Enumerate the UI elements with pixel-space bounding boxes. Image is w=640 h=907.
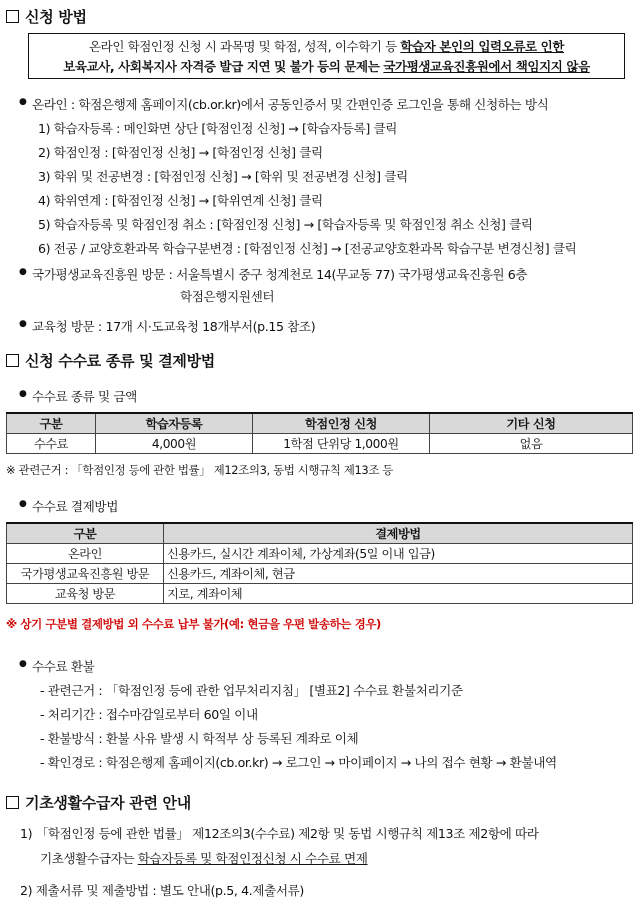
refund-path: - 확인경로 : 학점은행제 홈페이지(cb.or.kr) → 로그인 → 마이페이지 → 나의 접수 현황 → 환불내역 [40, 755, 557, 770]
visit-office: ● 교육청 방문 : 17개 시·도교육청 18개부서(p.15 참조) [32, 316, 315, 335]
square-icon [6, 354, 19, 367]
section-title-apply: 신청 방법 [6, 6, 87, 27]
basic-item-1a: 1) 「학점인정 등에 관한 법률」 제12조의3(수수료) 제2항 및 동법 시행규칙 제13조 제2항에 따라 [20, 826, 539, 841]
basic-item-1b: 기초생활수급자는 학습자등록 및 학점인정신청 시 수수료 면제 [40, 851, 368, 866]
fee-note: ※ 관련근거 : 「학점인정 등에 관한 법률」 제12조의3, 동법 시행규칙 제13조 등 [6, 463, 393, 477]
pay-table [6, 522, 633, 604]
fee-header: 학점인정 신청 [253, 413, 430, 434]
step-6: 6) 전공 / 교양호환과목 학습구분변경 : [학점인정 신청] → [전공교양호환과목 학습구분 변경신청] 클릭 [38, 241, 577, 256]
fee-header: 구분 [7, 413, 96, 434]
fee-header: 학습자등록 [96, 413, 253, 434]
payment-warning: ※ 상기 구분별 결제방법 외 수수료 납부 불가(예: 현금을 우편 발송하는 경우) [6, 617, 381, 631]
fee-header: 기타 신청 [430, 413, 633, 434]
pay-cell: 신용카드, 실시간 계좌이체, 가상계좌(5일 이내 입금) [164, 544, 633, 564]
section-title-fee: 신청 수수료 종류 및 결제방법 [6, 350, 215, 371]
fee-cell: 수수료 [7, 434, 96, 454]
step-3: 3) 학위 및 전공변경 : [학점인정 신청] → [학위 및 전공변경 신청] 클릭 [38, 169, 408, 184]
refund-method: - 환불방식 : 환불 사유 발생 시 학적부 상 등록된 계좌로 이체 [40, 731, 359, 746]
fee-cell: 없음 [430, 434, 633, 454]
refund-label: ● 수수료 환불 [32, 656, 94, 675]
refund-basis: - 관련근거 : 「학점인정 등에 관한 업무처리지침」 [별표2] 수수료 환불처리기준 [40, 683, 463, 698]
section-title-basic-livelihood: 기초생활수급자 관련 안내 [6, 792, 191, 813]
pay-cell: 온라인 [7, 544, 164, 564]
step-1: 1) 학습자등록 : 메인화면 상단 [학점인정 신청] → [학습자등록] 클릭 [38, 121, 397, 136]
visit-nile: ● 국가평생교육진흥원 방문 : 서울특별시 중구 청계천로 14(무교동 77) 국가평생교육진흥원 6층 [32, 264, 527, 283]
refund-period: - 처리기간 : 접수마감일로부터 60일 이내 [40, 707, 258, 722]
notice-box: 온라인 학점인정 신청 시 과목명 및 학점, 성적, 이수학기 등 학습자 본인의 입력오류로 인한 보육교사, 사회복지사 자격증 발급 지연 및 불가 등의 문제는 국가평생교육진흥원에서 책임지지 않음 [28, 33, 625, 79]
pay-cell: 교육청 방문 [7, 584, 164, 604]
fee-cell: 4,000원 [96, 434, 253, 454]
step-4: 4) 학위연계 : [학점인정 신청] → [학위연계 신청] 클릭 [38, 193, 323, 208]
pay-label: ● 수수료 결제방법 [32, 496, 118, 515]
square-icon [6, 10, 19, 23]
step-2: 2) 학점인정 : [학점인정 신청] → [학점인정 신청] 클릭 [38, 145, 323, 160]
step-5: 5) 학습자등록 및 학점인정 취소 : [학점인정 신청] → [학습자등록 및 학점인정 취소 신청] 클릭 [38, 217, 533, 232]
pay-header: 구분 [7, 523, 164, 544]
visit-nile-center: 학점은행지원센터 [180, 289, 275, 304]
pay-cell: 국가평생교육진흥원 방문 [7, 564, 164, 584]
square-icon [6, 796, 19, 809]
fee-table [6, 412, 633, 454]
pay-cell: 지로, 계좌이체 [164, 584, 633, 604]
online-method: ● 온라인 : 학점은행제 홈페이지(cb.or.kr)에서 공동인증서 및 간편인증 로그인을 통해 신청하는 방식 [32, 94, 548, 113]
pay-header: 결제방법 [164, 523, 633, 544]
basic-item-2: 2) 제출서류 및 제출방법 : 별도 안내(p.5, 4.제출서류) [20, 883, 304, 898]
fee-label: ● 수수료 종류 및 금액 [32, 386, 137, 405]
fee-cell: 1학점 단위당 1,000원 [253, 434, 430, 454]
pay-cell: 신용카드, 계좌이체, 현금 [164, 564, 633, 584]
